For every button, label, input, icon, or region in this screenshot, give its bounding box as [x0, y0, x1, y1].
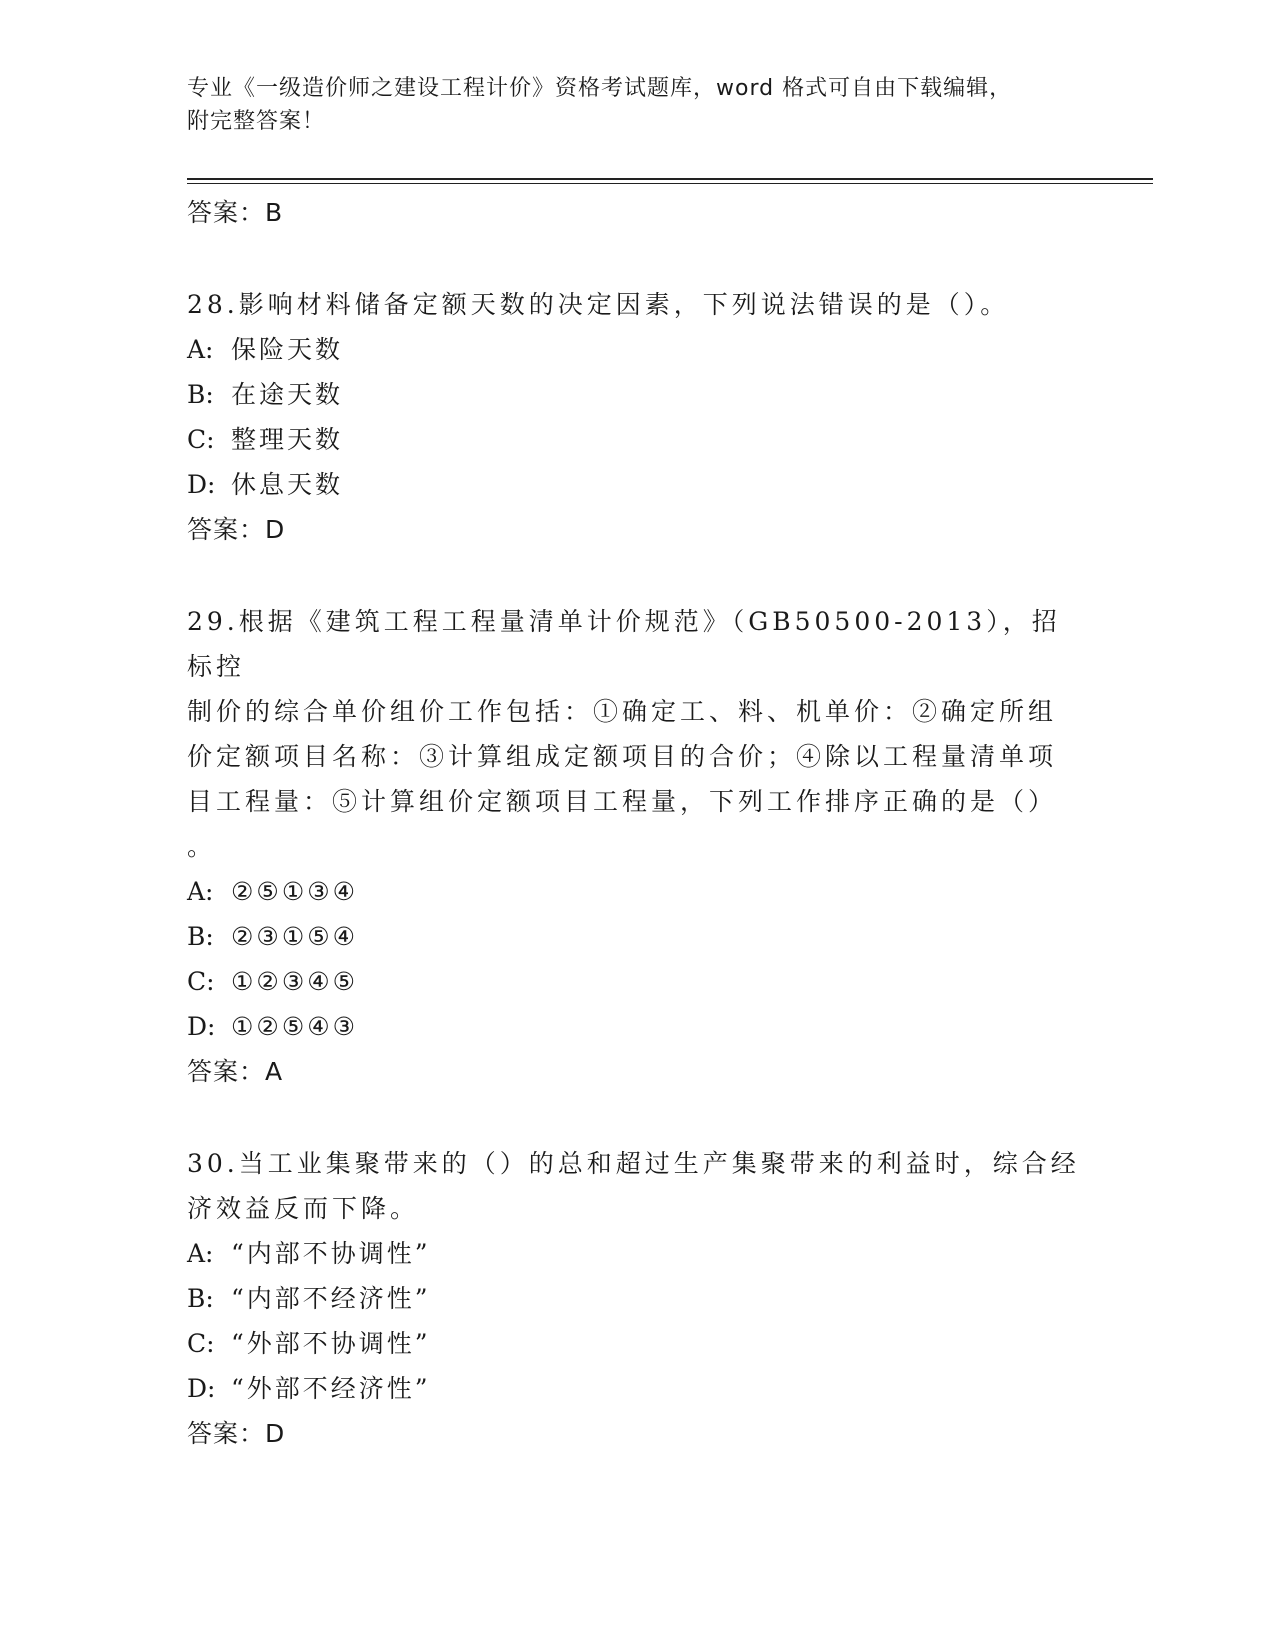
stem-line: 30.当工业集聚带来的（）的总和超过生产集聚带来的利益时，综合经 — [187, 1149, 1080, 1178]
option-c — [187, 959, 1087, 1004]
option-text: “内部不经济性” — [231, 1284, 431, 1313]
question-29 — [187, 599, 1087, 1094]
option-letter: B: — [187, 1284, 214, 1313]
option-c — [187, 1321, 1087, 1366]
option-letter: A: — [187, 335, 214, 364]
option-a — [187, 869, 1087, 914]
answer: 答案：A — [187, 1057, 284, 1086]
page-header — [187, 72, 1087, 138]
option-c — [187, 417, 1087, 462]
stem-line: 28.影响材料储备定额天数的决定因素，下列说法错误的是（）。 — [187, 290, 1010, 319]
option-d — [187, 462, 1087, 507]
option-letter: C: — [187, 425, 215, 454]
option-letter: D: — [187, 470, 216, 499]
option-text: 保险天数 — [231, 335, 344, 364]
stem-line: 价定额项目名称：③计算组成定额项目的合价；④除以工程量清单项 — [187, 742, 1058, 771]
option-text: ②③①⑤④ — [231, 922, 359, 951]
option-b — [187, 1276, 1087, 1321]
header-line-2: 附完整答案！ — [187, 109, 326, 134]
option-text: ①②③④⑤ — [231, 967, 359, 996]
header-rule-thick — [187, 178, 1153, 180]
option-letter: D: — [187, 1374, 216, 1403]
option-text: 休息天数 — [231, 470, 344, 499]
option-letter: B: — [187, 380, 214, 409]
option-b — [187, 372, 1087, 417]
stem-line: 。 — [187, 832, 217, 861]
header-rule-thin — [187, 183, 1153, 184]
question-stem — [187, 599, 1087, 869]
option-a — [187, 327, 1087, 372]
previous-answer: 答案：B — [187, 198, 284, 227]
option-d — [187, 1004, 1087, 1049]
option-text: “外部不经济性” — [231, 1374, 431, 1403]
option-text: 整理天数 — [231, 425, 344, 454]
stem-line: 济效益反而下降。 — [187, 1194, 420, 1223]
question-list — [187, 190, 1087, 1456]
question-30 — [187, 1141, 1087, 1456]
option-letter: C: — [187, 1329, 215, 1358]
option-letter: C: — [187, 967, 215, 996]
question-stem — [187, 1141, 1087, 1231]
question-28 — [187, 282, 1087, 552]
option-letter: A: — [187, 1239, 214, 1268]
stem-line: 29.根据《建筑工程工程量清单计价规范》（GB50500-2013），招标控 — [187, 607, 1061, 681]
stem-line: 目工程量：⑤计算组价定额项目工程量，下列工作排序正确的是（） — [187, 787, 1058, 816]
option-letter: A: — [187, 877, 214, 906]
option-text: “内部不协调性” — [231, 1239, 431, 1268]
stem-line: 制价的综合单价组价工作包括：①确定工、料、机单价：②确定所组 — [187, 697, 1058, 726]
question-stem — [187, 282, 1087, 327]
option-text: ①②⑤④③ — [231, 1012, 359, 1041]
option-d — [187, 1366, 1087, 1411]
header-line-1: 专业《一级造价师之建设工程计价》资格考试题库，word 格式可自由下载编辑， — [187, 76, 1013, 101]
option-text: “外部不协调性” — [231, 1329, 431, 1358]
answer: 答案：D — [187, 1419, 286, 1448]
option-b — [187, 914, 1087, 959]
answer: 答案：D — [187, 515, 286, 544]
option-text: ②⑤①③④ — [231, 877, 359, 906]
option-a — [187, 1231, 1087, 1276]
option-letter: D: — [187, 1012, 216, 1041]
option-letter: B: — [187, 922, 214, 951]
option-text: 在途天数 — [231, 380, 344, 409]
